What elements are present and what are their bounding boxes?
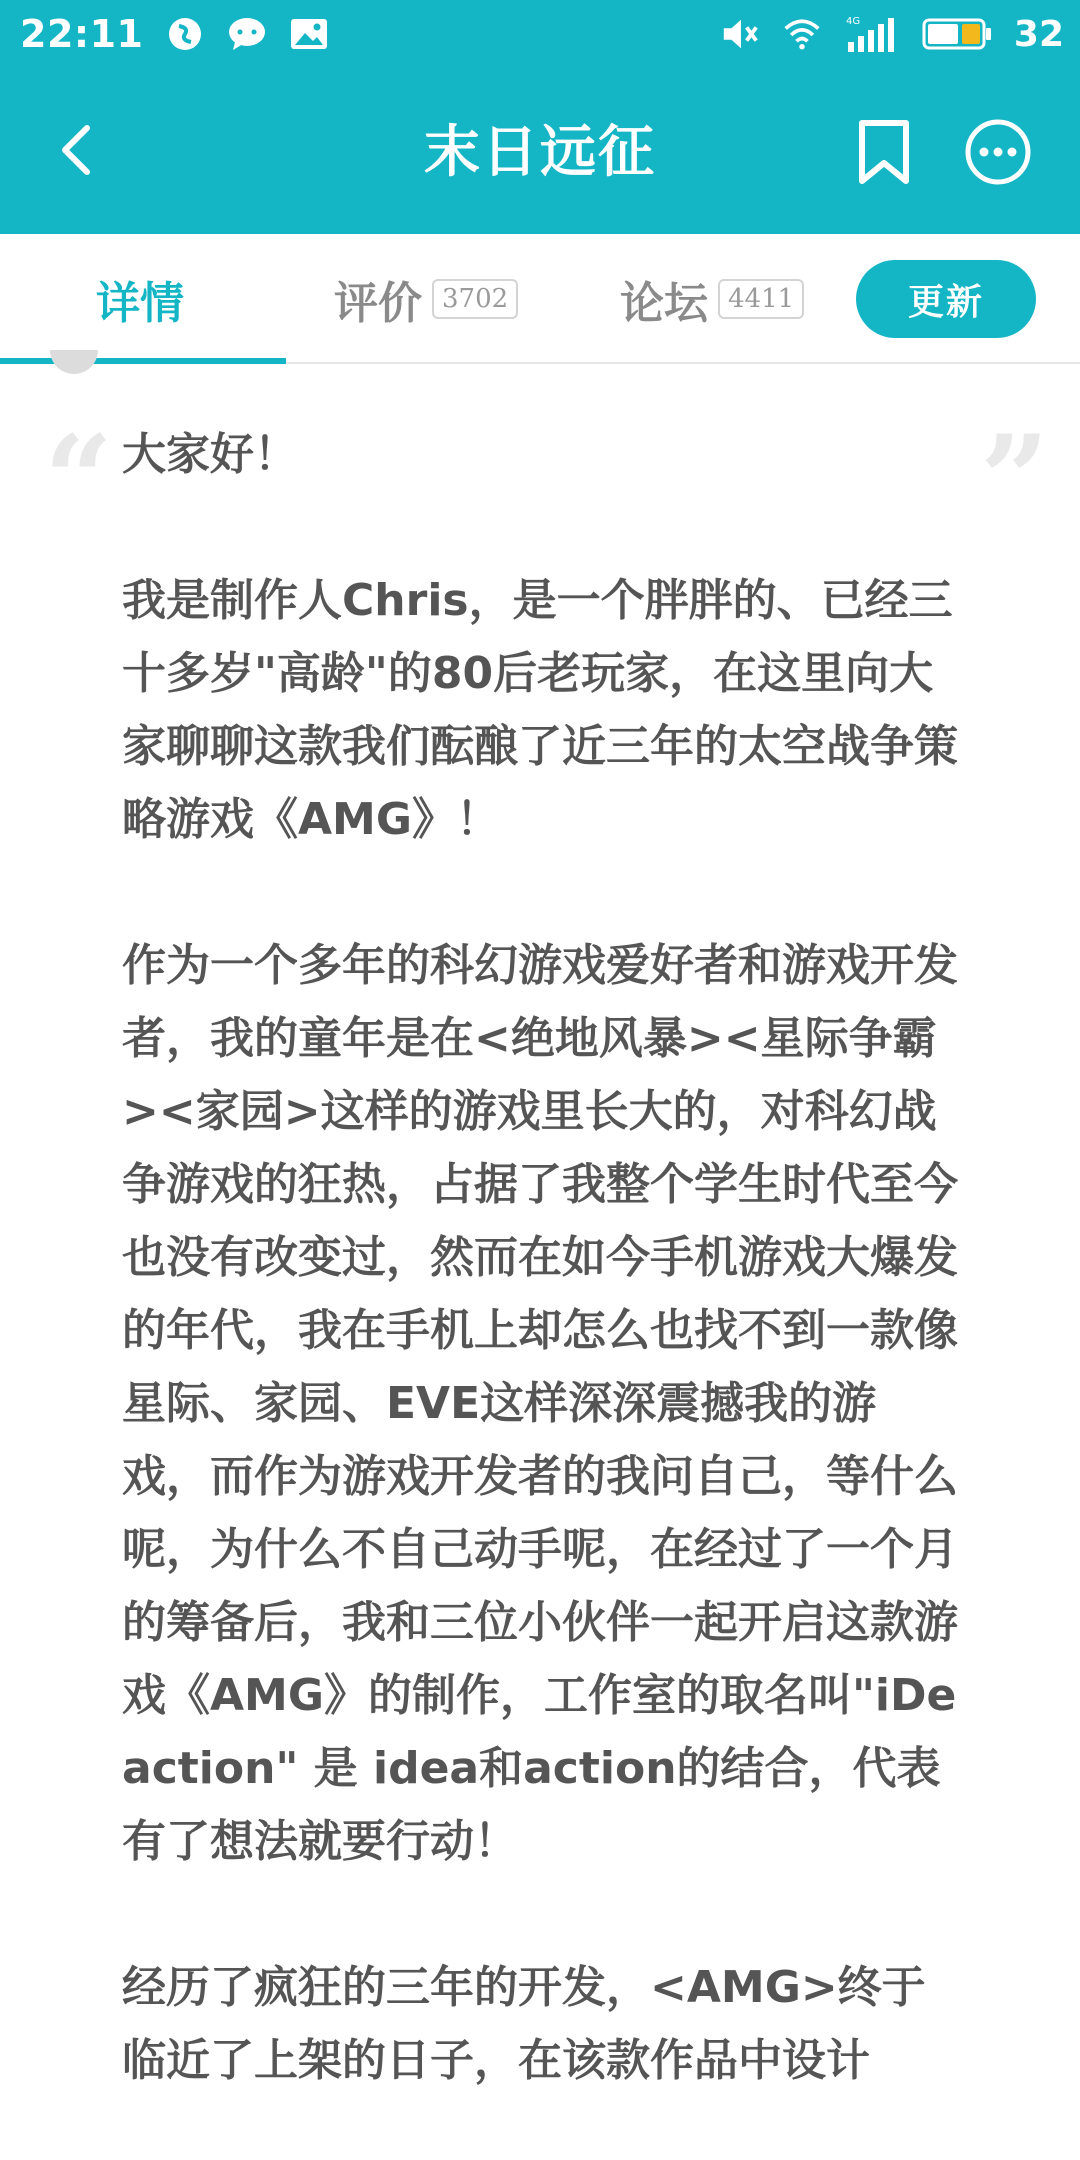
mute-icon (720, 14, 760, 54)
active-tab-indicator (0, 358, 286, 364)
status-time: 22:11 (20, 12, 144, 56)
network-label: 4G (845, 16, 861, 27)
bookmark-button[interactable] (846, 114, 922, 190)
status-bar (0, 0, 1080, 68)
status-left (20, 8, 329, 60)
more-icon (964, 118, 1032, 186)
app-icon (165, 14, 205, 54)
tab-reviews-label: 评价 (334, 278, 422, 329)
tab-reviews[interactable] (334, 264, 518, 334)
tab-forum[interactable] (620, 264, 804, 334)
tab-bar (0, 234, 1080, 364)
article-paragraph: 大家好！ (122, 429, 298, 480)
page-title: 末日远征 (424, 120, 656, 185)
close-quote-icon: ” (980, 409, 1050, 550)
battery-icon (922, 14, 992, 54)
status-right (720, 8, 1064, 60)
forum-count-badge: 4411 (718, 279, 804, 320)
battery-level: 32 (1013, 13, 1064, 55)
more-button[interactable] (960, 114, 1036, 190)
toolbar (0, 68, 1080, 234)
open-quote-icon: “ (44, 409, 114, 550)
wifi-icon (782, 14, 822, 54)
tab-detail[interactable] (96, 264, 184, 334)
article-body (122, 418, 962, 2160)
reviews-count-badge: 3702 (432, 279, 518, 320)
bookmark-icon (856, 119, 912, 185)
signal-icon (844, 14, 900, 54)
update-button[interactable]: 更新 (856, 260, 1036, 338)
article-paragraph: 经历了疯狂的三年的开发，<AMG>终于临近了上架的日子，在该款作品中设计 (122, 1962, 926, 2086)
tab-forum-label: 论坛 (620, 278, 708, 329)
tab-detail-label: 详情 (96, 278, 184, 329)
article-paragraph: 作为一个多年的科幻游戏爱好者和游戏开发者，我的童年是在<绝地风暴><星际争霸><家园>这样的游戏里长大的，对科幻战争游戏的狂热，占据了我整个学生时代至今也没有改变过，然而在如今手机游戏大爆发的年代，我在手机上却怎么也找不到一款像星际、家园、EVE这样深深震撼我的游戏，而作为游戏开发者的我问自己，等什么呢，为什么不自己动手呢，在经过了一个月的筹备后，我和三位小伙伴一起开启这款游戏《AMG》的制作，工作室的取名叫"iDeaction" 是 idea和action的结合，代表有了想法就要行动！ (122, 940, 958, 1867)
article-paragraph: 我是制作人Chris，是一个胖胖的、已经三十多岁"高龄"的80后老玩家，在这里向大家聊聊这款我们酝酿了近三年的太空战争策略游戏《AMG》！ (122, 575, 958, 845)
avatar (50, 350, 98, 374)
image-icon (289, 14, 329, 54)
chat-icon (227, 14, 267, 54)
